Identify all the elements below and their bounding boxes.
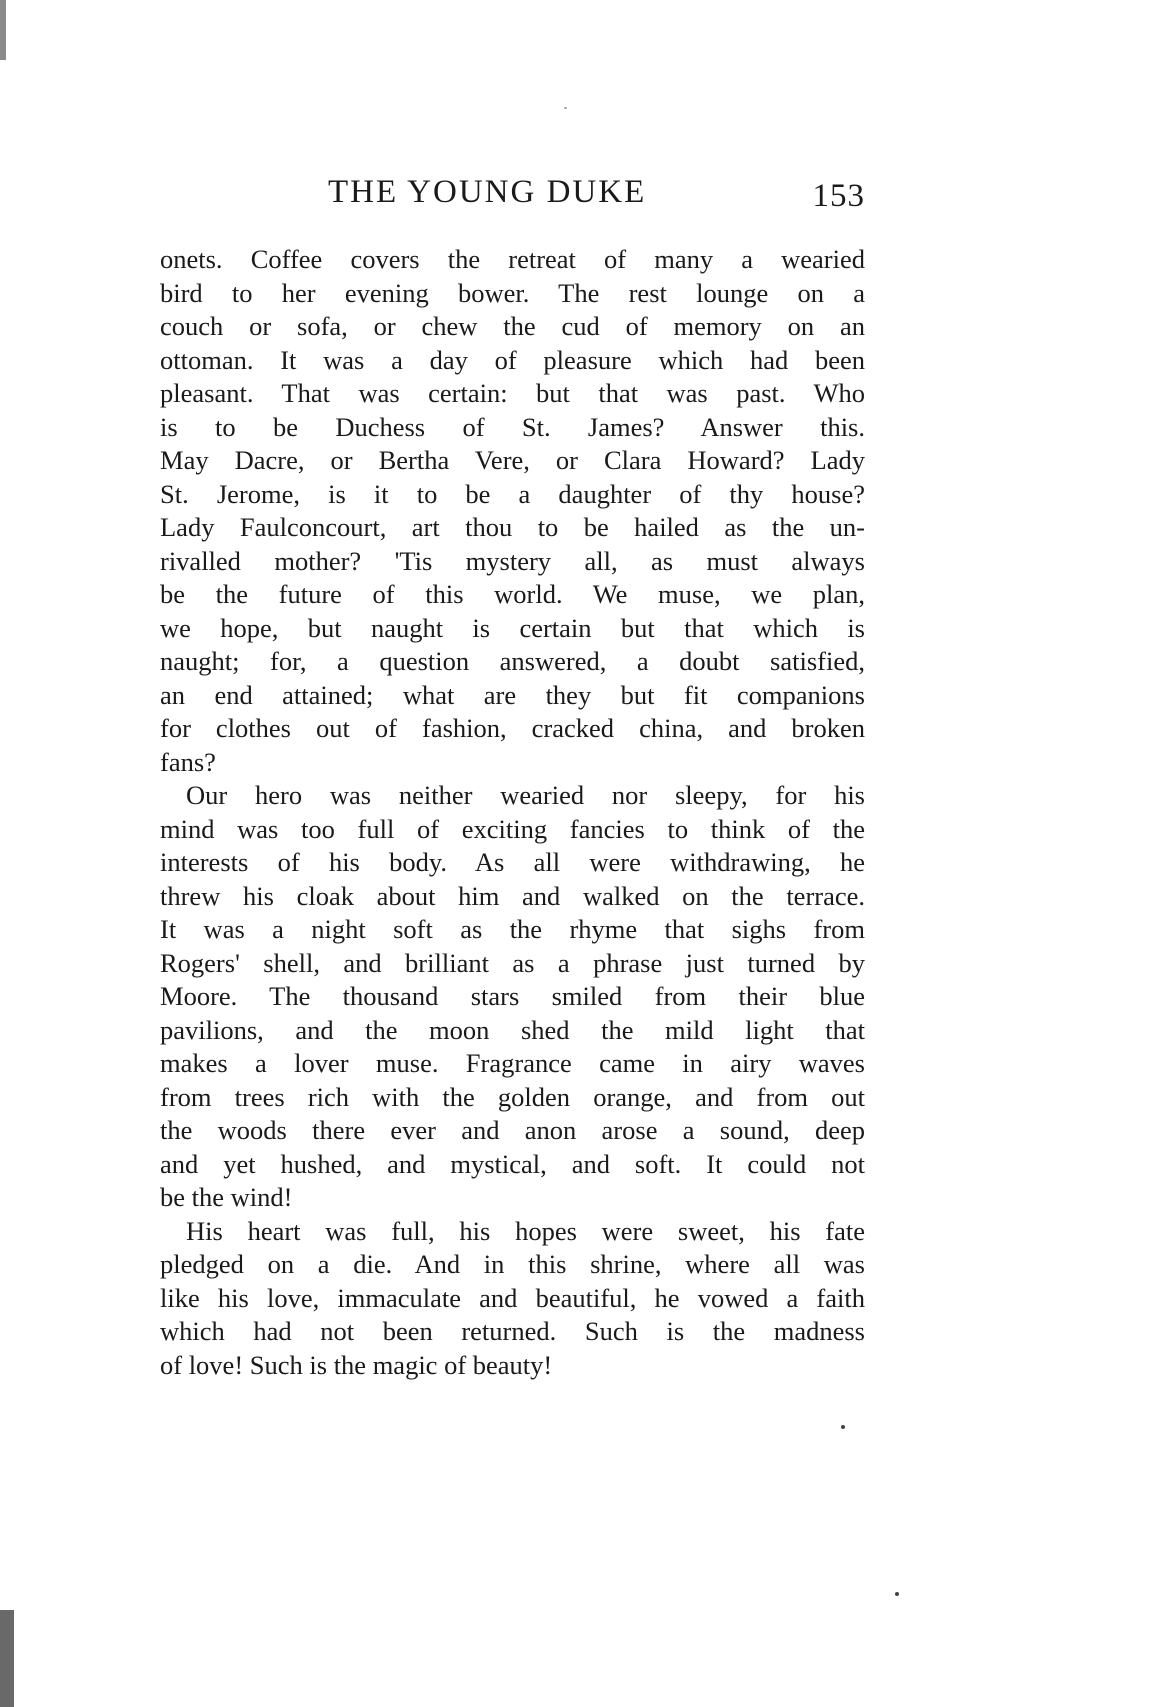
- text-line: interests of his body. As all were withdrawing, he: [160, 847, 865, 877]
- text-line: which had not been returned. Such is the madness: [160, 1316, 865, 1346]
- scan-speck: [895, 1592, 899, 1596]
- text-line: an end attained; what are they but fit companions: [160, 679, 865, 710]
- paragraph: [160, 1215, 865, 1383]
- running-head: [160, 172, 865, 212]
- text-line: for clothes out of fashion, cracked china, and broken: [160, 713, 865, 743]
- text-line: St. Jerome, is it to be a daughter of thy house?: [160, 478, 865, 509]
- text-line: rivalled mother? 'Tis mystery all, as must always: [160, 545, 865, 576]
- text-line: pleasant. That was certain: but that was past. Who: [160, 378, 865, 408]
- text-line: Rogers' shell, and brilliant as a phrase just turned by: [160, 947, 865, 978]
- text-line: couch or sofa, or chew the cud of memory on an: [160, 311, 865, 341]
- text-line: of love! Such is the magic of beauty!: [160, 1349, 553, 1380]
- text-line: threw his cloak about him and walked on the terrace.: [160, 880, 865, 911]
- text-line: onets. Coffee covers the retreat of many a wearied: [160, 244, 865, 274]
- text-line: be the wind!: [160, 1182, 293, 1212]
- text-line: fans?: [160, 746, 216, 777]
- text-line: Our hero was neither wearied nor sleepy, for his: [186, 780, 865, 810]
- page-number: 153: [812, 178, 865, 214]
- text-line: pledged on a die. And in this shrine, where all was: [160, 1249, 865, 1279]
- paragraph: [160, 779, 865, 1215]
- text-line: be the future of this world. We muse, we plan,: [160, 579, 865, 609]
- text-line: It was a night soft as the rhyme that sighs from: [160, 914, 865, 944]
- text-line: makes a lover muse. Fragrance came in airy waves: [160, 1048, 865, 1078]
- text-line: ottoman. It was a day of pleasure which had been: [160, 344, 865, 375]
- text-line: Lady Faulconcourt, art thou to be hailed as the un-: [160, 512, 865, 542]
- text-line: His heart was full, his hopes were sweet, his fate: [186, 1215, 865, 1246]
- text-line: the woods there ever and anon arose a sound, deep: [160, 1115, 865, 1145]
- running-title: THE YOUNG DUKE: [328, 174, 647, 210]
- scan-speck: [841, 1425, 845, 1429]
- text-line: and yet hushed, and mystical, and soft. It could not: [160, 1148, 865, 1179]
- text-line: from trees rich with the golden orange, and from out: [160, 1081, 865, 1112]
- body-text: [160, 243, 865, 1382]
- scan-edge-mark-top: [0, 0, 6, 60]
- paragraph: [160, 243, 865, 779]
- text-line: May Dacre, or Bertha Vere, or Clara Howard? Lady: [160, 445, 865, 475]
- text-line: Moore. The thousand stars smiled from their blue: [160, 981, 865, 1011]
- scan-edge-mark-bottom: [0, 1610, 14, 1707]
- text-line: naught; for, a question answered, a doubt satisfied,: [160, 646, 865, 676]
- text-line: pavilions, and the moon shed the mild light that: [160, 1014, 865, 1045]
- text-line: we hope, but naught is certain but that which is: [160, 612, 865, 643]
- text-line: is to be Duchess of St. James? Answer this.: [160, 411, 865, 442]
- text-line: like his love, immaculate and beautiful, he vowed a faith: [160, 1282, 865, 1313]
- text-line: mind was too full of exciting fancies to think of the: [160, 813, 865, 844]
- scan-speck: [564, 107, 567, 109]
- text-line: bird to her evening bower. The rest lounge on a: [160, 277, 865, 308]
